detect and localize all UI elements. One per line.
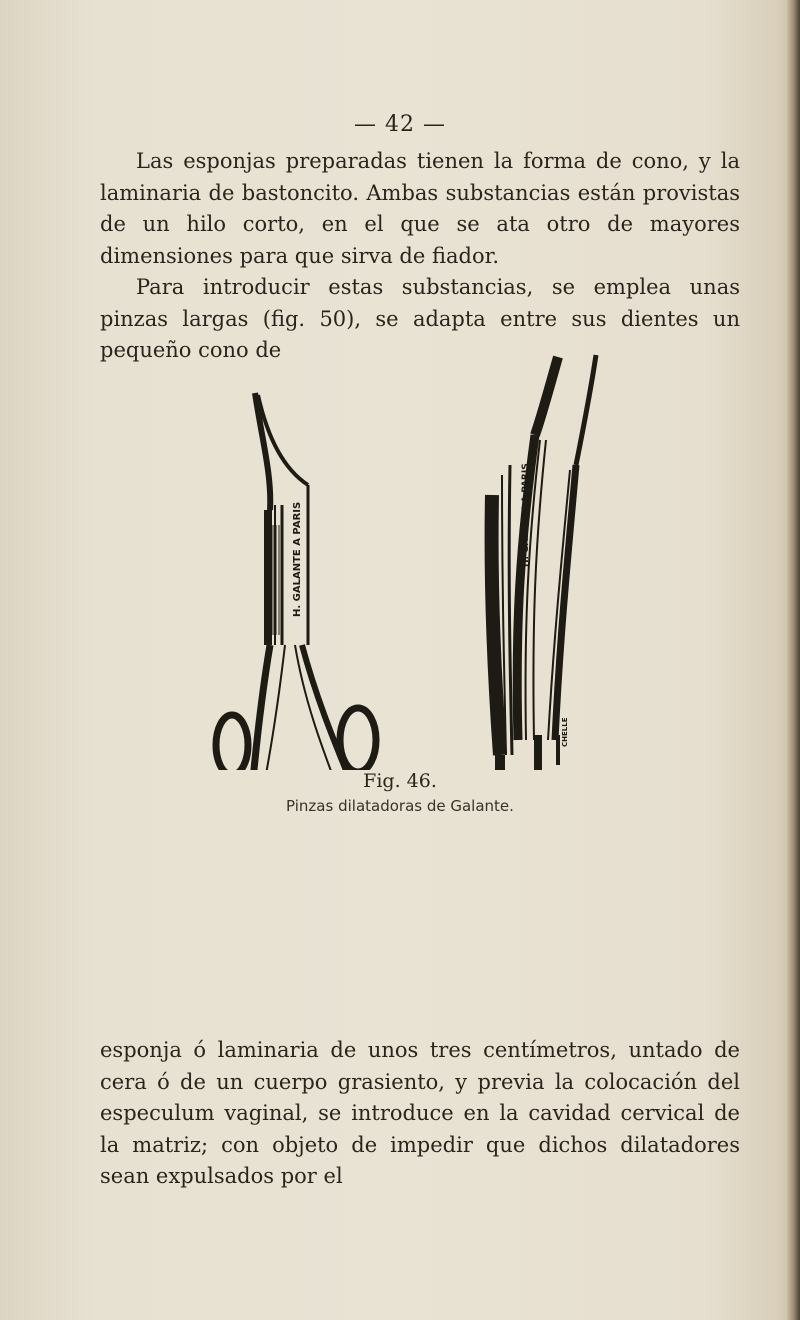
left-forceps-inscription: H. GALANTE A PARIS [292,501,303,617]
figure-caption: Pinzas dilatadoras de Galante. [286,797,514,815]
paragraph-1: Las esponjas preparadas tienen la forma de cono, y la laminaria de bastoncito. Ambas substancias están provistas de un hilo corto, en el que se ata otro de mayores dimensiones para que sirva de fiador. [100,149,740,268]
paragraph-2: Para introducir estas substancias, se emplea unas pinzas largas (fig. 50), se adapta entre sus dientes un pequeño cono de [100,275,740,362]
right-forceps-inscription: H. GALANTE A PARIS [521,463,531,567]
page-number: — 42 — [354,112,446,137]
right-forceps [492,355,596,770]
figure-label: Fig. 46. [363,770,437,792]
paragraph-3: esponja ó laminaria de unos tres centímetros, untado de cera ó de un cuerpo grasiento, y previa la colocación del especulum vaginal, se introduce en la cavidad cervical de la matriz; con objeto de impedir que dichos dilatadores sean expulsados por el [100,1038,740,1188]
maker-mark: CHELLE [561,717,569,747]
page-edge-shadow [786,0,800,1320]
forceps-illustration [190,345,610,770]
